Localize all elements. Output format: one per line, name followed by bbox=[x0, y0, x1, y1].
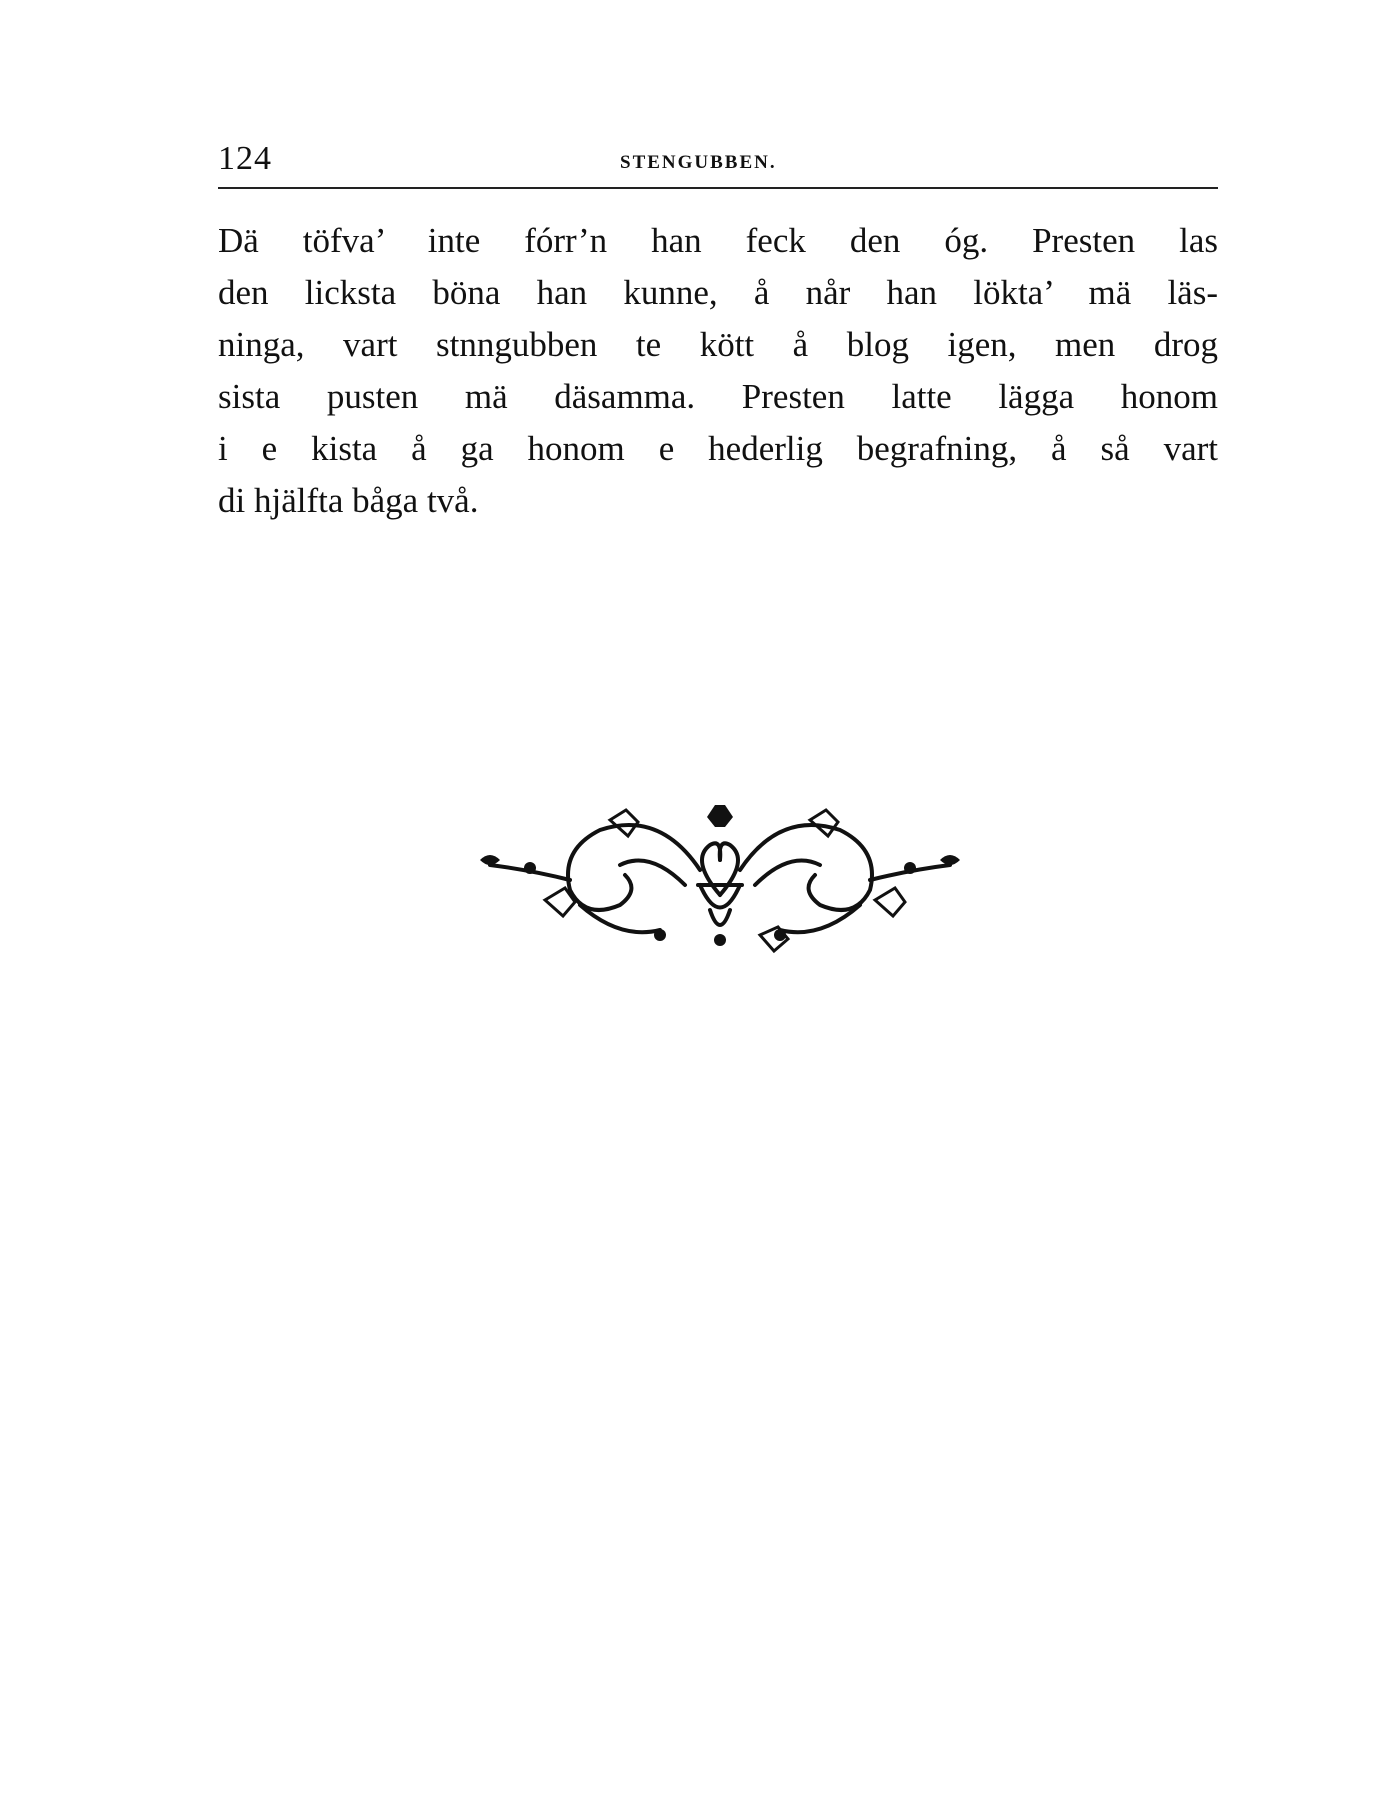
floral-vignette-icon bbox=[460, 790, 980, 970]
text-line: di hjälfta båga två. bbox=[218, 481, 479, 520]
paragraph bbox=[218, 215, 1218, 527]
text-line: sista pusten mä däsamma. Presten latte lägga honom bbox=[218, 377, 1218, 416]
text-line: ninga, vart stnngubben te kött å blog igen, men drog bbox=[218, 325, 1218, 364]
text-line: i e kista å ga honom e hederlig begrafning, å så vart bbox=[218, 429, 1218, 468]
page-header bbox=[218, 140, 1218, 188]
text-line: den licksta böna han kunne, å når han lökta’ mä läs- bbox=[218, 273, 1218, 312]
text-line: Dä töfva’ inte fórr’n han feck den óg. Presten las bbox=[218, 221, 1218, 260]
header-rule bbox=[218, 187, 1218, 189]
running-head: STENGUBBEN. bbox=[620, 152, 777, 173]
page-number: 124 bbox=[218, 140, 272, 177]
